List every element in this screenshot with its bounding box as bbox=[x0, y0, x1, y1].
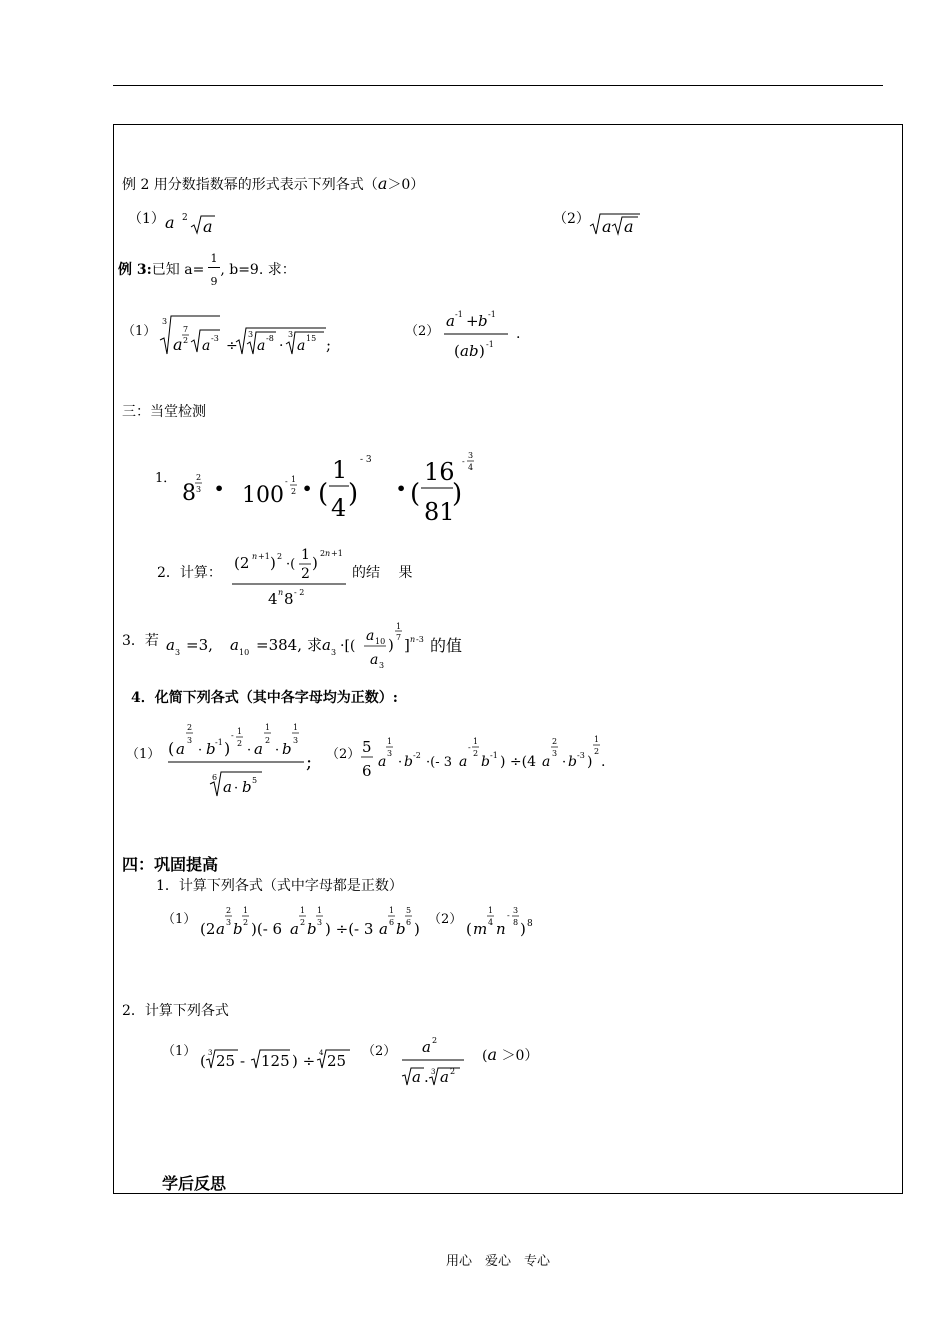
svg-text:(: ( bbox=[410, 479, 421, 509]
svg-text:a: a bbox=[297, 338, 306, 354]
svg-text:b: b bbox=[282, 740, 292, 758]
svg-text:3: 3 bbox=[431, 1068, 436, 1076]
svg-text:3: 3 bbox=[552, 749, 558, 758]
svg-text:1: 1 bbox=[301, 547, 310, 563]
example-3-given: 例 3:已知 a= , b=9. 求： bbox=[118, 262, 296, 278]
svg-text:5: 5 bbox=[406, 906, 412, 915]
svg-text:a: a bbox=[254, 740, 263, 758]
section-4-q1-part-1-label: （1） bbox=[162, 912, 197, 927]
svg-text:a: a bbox=[422, 1038, 431, 1056]
svg-text:): ) bbox=[479, 342, 485, 360]
section-3-q2-tail: 的结 果 bbox=[352, 565, 413, 581]
section-3-q4-part-1-label: （1） bbox=[126, 747, 161, 762]
svg-text:3: 3 bbox=[293, 736, 299, 745]
section-3-q2-label: 2．计算： bbox=[157, 565, 222, 581]
svg-text:a: a bbox=[176, 740, 185, 758]
svg-text:1: 1 bbox=[265, 723, 271, 732]
svg-text:125: 125 bbox=[261, 1052, 290, 1070]
section-3-q4-part-2-formula bbox=[360, 730, 610, 786]
svg-text:+1: +1 bbox=[331, 549, 343, 558]
section-4-q2-part-2-label: （2） bbox=[362, 1044, 397, 1059]
example-3-part-1-formula bbox=[158, 310, 338, 360]
example-2-part-2-label: （2） bbox=[553, 211, 590, 227]
svg-text:1: 1 bbox=[332, 456, 348, 484]
svg-text:-1: -1 bbox=[488, 310, 496, 319]
section-4-q2-part-1-formula bbox=[198, 1040, 358, 1074]
svg-text:-: - bbox=[285, 477, 288, 486]
svg-text:n: n bbox=[410, 635, 416, 644]
svg-text:÷: ÷ bbox=[226, 338, 238, 354]
svg-text:-: - bbox=[231, 731, 234, 740]
svg-text:2: 2 bbox=[300, 918, 306, 927]
svg-text:·: · bbox=[398, 755, 403, 770]
svg-text:m: m bbox=[473, 920, 488, 938]
svg-text:3: 3 bbox=[379, 661, 385, 670]
svg-text:8: 8 bbox=[182, 481, 196, 506]
svg-text:2: 2 bbox=[243, 918, 249, 927]
svg-text:1: 1 bbox=[300, 906, 306, 915]
svg-text:a: a bbox=[370, 652, 379, 668]
svg-text:求: 求 bbox=[307, 636, 323, 654]
svg-text:2: 2 bbox=[473, 749, 479, 758]
header-rule bbox=[113, 85, 883, 86]
section-3-q3-tail: 的值 bbox=[430, 636, 463, 655]
svg-text:(2: (2 bbox=[234, 554, 250, 572]
svg-text:1: 1 bbox=[291, 475, 297, 484]
example-2-part-2-formula bbox=[588, 206, 648, 238]
svg-text:b: b bbox=[307, 920, 317, 938]
svg-text:4: 4 bbox=[488, 918, 494, 927]
svg-text:3: 3 bbox=[226, 918, 232, 927]
svg-text:a: a bbox=[290, 920, 299, 938]
svg-text:10: 10 bbox=[375, 637, 386, 646]
svg-text:b: b bbox=[396, 920, 406, 938]
section-3-q4-part-2-label: （2） bbox=[326, 747, 361, 762]
svg-text:a: a bbox=[542, 754, 551, 770]
example-3-part-2-label: （2） bbox=[405, 324, 440, 339]
page-footer: 用心 爱心 专心 bbox=[446, 1254, 551, 1269]
svg-text:1: 1 bbox=[243, 906, 249, 915]
svg-text:.: . bbox=[424, 1068, 429, 1086]
svg-text:3: 3 bbox=[387, 749, 393, 758]
svg-text:a: a bbox=[379, 920, 388, 938]
svg-text:3: 3 bbox=[331, 648, 337, 657]
svg-text:(: ( bbox=[454, 342, 460, 360]
svg-text:a: a bbox=[166, 636, 175, 654]
svg-text:a: a bbox=[165, 213, 175, 232]
example-3-part-1-label: （1） bbox=[122, 324, 157, 339]
svg-text:·(: ·( bbox=[286, 557, 296, 572]
svg-text:6: 6 bbox=[362, 762, 372, 780]
svg-text:1: 1 bbox=[594, 735, 600, 744]
svg-text:2: 2 bbox=[187, 723, 193, 732]
svg-text:)(- 6: )(- 6 bbox=[251, 920, 283, 938]
svg-text:a: a bbox=[366, 628, 375, 644]
svg-text:7: 7 bbox=[183, 325, 189, 334]
section-4-title: 四：巩固提高 bbox=[122, 855, 219, 874]
svg-text:1: 1 bbox=[396, 622, 402, 631]
section-3-q4-label: 4．化简下列各式（其中各字母均为正数）: bbox=[131, 690, 398, 706]
svg-text:n: n bbox=[325, 549, 331, 558]
svg-text:•: • bbox=[302, 479, 313, 498]
svg-text:a: a bbox=[378, 754, 387, 770]
svg-text:a: a bbox=[203, 217, 213, 236]
svg-text:-2: -2 bbox=[413, 751, 421, 760]
section-3-q1-label: 1． bbox=[155, 471, 177, 486]
svg-text:6: 6 bbox=[212, 773, 218, 782]
svg-text:a: a bbox=[440, 1068, 449, 1086]
svg-text:2: 2 bbox=[432, 1036, 438, 1045]
svg-text:•: • bbox=[214, 479, 225, 498]
svg-text:2: 2 bbox=[301, 566, 310, 582]
svg-text:.: . bbox=[516, 326, 521, 342]
svg-text:100: 100 bbox=[242, 483, 284, 508]
svg-text:25: 25 bbox=[216, 1052, 236, 1070]
example-3-part-2-formula bbox=[442, 308, 532, 364]
svg-text:3: 3 bbox=[196, 485, 202, 494]
svg-text:+: + bbox=[466, 312, 479, 330]
svg-text:n: n bbox=[496, 920, 506, 938]
svg-text:·(- 3: ·(- 3 bbox=[426, 755, 452, 770]
svg-text:b: b bbox=[478, 312, 488, 330]
svg-text:): ) bbox=[414, 920, 420, 938]
svg-text:4: 4 bbox=[268, 590, 278, 608]
svg-text:=3,: =3, bbox=[186, 636, 213, 654]
svg-text:1: 1 bbox=[237, 727, 243, 736]
svg-text:-1: -1 bbox=[215, 738, 223, 747]
svg-text:2: 2 bbox=[183, 336, 189, 345]
section-3-q1-formula bbox=[178, 446, 488, 532]
svg-text:a: a bbox=[412, 1068, 421, 1086]
svg-text:ab: ab bbox=[460, 342, 479, 360]
section-3-q2-formula bbox=[228, 542, 358, 610]
section-4-q1-part-2-formula bbox=[464, 902, 544, 942]
svg-text:a: a bbox=[322, 636, 331, 654]
svg-text:) ÷(4: ) ÷(4 bbox=[500, 754, 537, 770]
svg-text:-: - bbox=[468, 743, 471, 752]
svg-text:6: 6 bbox=[389, 918, 395, 927]
svg-text:a: a bbox=[230, 636, 239, 654]
svg-text:a: a bbox=[624, 217, 634, 236]
svg-text:b: b bbox=[481, 754, 490, 770]
svg-text:81: 81 bbox=[424, 498, 455, 526]
svg-text:3: 3 bbox=[208, 1049, 213, 1057]
svg-text:): ) bbox=[587, 754, 593, 770]
example-2-part-1-formula bbox=[165, 206, 225, 238]
svg-text:2: 2 bbox=[450, 1067, 456, 1076]
svg-text:): ) bbox=[520, 920, 526, 938]
svg-text:;: ; bbox=[326, 336, 332, 354]
svg-text:1: 1 bbox=[293, 723, 299, 732]
svg-text:(: ( bbox=[168, 739, 175, 758]
svg-text:6: 6 bbox=[406, 918, 412, 927]
svg-text:-8: -8 bbox=[266, 334, 274, 343]
svg-text:3: 3 bbox=[187, 736, 193, 745]
svg-text:2: 2 bbox=[594, 747, 600, 756]
svg-text:- 2: - 2 bbox=[294, 588, 305, 597]
svg-text:16: 16 bbox=[424, 458, 455, 486]
svg-text:·: · bbox=[234, 781, 239, 796]
svg-text:a: a bbox=[446, 312, 455, 330]
svg-text:4: 4 bbox=[319, 1049, 324, 1057]
svg-text:·: · bbox=[279, 338, 284, 354]
svg-text:-1: -1 bbox=[486, 340, 494, 349]
svg-text:): ) bbox=[388, 636, 394, 654]
section-4-q2-condition: (a ＞0） bbox=[482, 1045, 539, 1064]
svg-text:·: · bbox=[562, 755, 567, 770]
svg-text:3: 3 bbox=[162, 317, 168, 326]
svg-text:a: a bbox=[459, 754, 468, 770]
svg-text:n: n bbox=[252, 552, 258, 561]
svg-text:n: n bbox=[278, 588, 284, 597]
svg-text:a: a bbox=[216, 920, 225, 938]
svg-text:·: · bbox=[275, 743, 280, 758]
svg-text:15: 15 bbox=[306, 334, 317, 343]
svg-text:•: • bbox=[396, 479, 407, 498]
svg-text:1: 1 bbox=[473, 737, 479, 746]
svg-text:a: a bbox=[602, 217, 612, 236]
svg-text:-1: -1 bbox=[490, 751, 498, 760]
svg-text:1: 1 bbox=[488, 906, 494, 915]
svg-text:(: ( bbox=[318, 479, 329, 509]
svg-text:-3: -3 bbox=[416, 635, 424, 644]
svg-text:+1: +1 bbox=[258, 552, 270, 561]
svg-text:2: 2 bbox=[196, 473, 202, 482]
svg-text:·: · bbox=[247, 743, 252, 758]
svg-text:8: 8 bbox=[284, 590, 294, 608]
svg-text:) ÷: ) ÷ bbox=[292, 1052, 316, 1070]
section-3-q3-formula bbox=[164, 620, 434, 674]
example-3-frac-bar bbox=[208, 267, 220, 268]
svg-text:1: 1 bbox=[389, 906, 395, 915]
svg-text:2: 2 bbox=[552, 737, 558, 746]
svg-text:5: 5 bbox=[252, 776, 258, 785]
example-2-part-1-label: （1） bbox=[128, 211, 165, 227]
svg-text:2: 2 bbox=[237, 739, 243, 748]
svg-text:2: 2 bbox=[291, 487, 297, 496]
svg-text:2: 2 bbox=[320, 549, 326, 558]
section-3-q4-part-1-formula bbox=[164, 718, 324, 802]
svg-text:·: · bbox=[198, 743, 203, 758]
svg-text:1: 1 bbox=[387, 737, 393, 746]
svg-text:]: ] bbox=[404, 636, 410, 654]
svg-text:2: 2 bbox=[277, 552, 283, 561]
svg-text:3: 3 bbox=[317, 918, 323, 927]
svg-text:3: 3 bbox=[513, 906, 519, 915]
svg-text:25: 25 bbox=[327, 1052, 347, 1070]
svg-text:a: a bbox=[202, 338, 211, 354]
section-3-q3-label: 3．若 bbox=[122, 633, 159, 649]
svg-text:-3: -3 bbox=[577, 751, 585, 760]
example-3-frac-den: 9 bbox=[210, 275, 218, 288]
svg-text:a: a bbox=[173, 335, 183, 354]
svg-text:(: ( bbox=[200, 1052, 206, 1070]
svg-text:2: 2 bbox=[182, 213, 188, 223]
svg-text:7: 7 bbox=[396, 633, 402, 642]
svg-text:10: 10 bbox=[239, 648, 250, 657]
example-3-frac-num: 1 bbox=[210, 252, 218, 265]
svg-text:3: 3 bbox=[288, 330, 294, 339]
svg-text:- 3: - 3 bbox=[360, 455, 372, 465]
svg-text:) ÷(- 3: ) ÷(- 3 bbox=[325, 920, 374, 938]
svg-text:-: - bbox=[507, 911, 510, 920]
svg-text:4: 4 bbox=[468, 463, 474, 472]
svg-text:(2: (2 bbox=[200, 920, 216, 938]
svg-text:5: 5 bbox=[362, 738, 372, 756]
svg-text:): ) bbox=[270, 554, 276, 572]
svg-text:b: b bbox=[233, 920, 243, 938]
svg-text:a: a bbox=[223, 778, 232, 796]
svg-text:·[(: ·[( bbox=[340, 638, 356, 654]
svg-text:2: 2 bbox=[265, 736, 271, 745]
section-4-q2-part-2-formula bbox=[398, 1030, 470, 1094]
svg-text:4: 4 bbox=[331, 494, 347, 522]
svg-text:3: 3 bbox=[248, 330, 254, 339]
svg-text:b: b bbox=[242, 778, 252, 796]
svg-text:8: 8 bbox=[513, 918, 519, 927]
svg-text:-: - bbox=[462, 457, 465, 466]
svg-text:1: 1 bbox=[317, 906, 323, 915]
svg-text:-: - bbox=[240, 1052, 246, 1070]
section-4-q1-label: 1．计算下列各式（式中字母都是正数） bbox=[156, 878, 403, 894]
example-2-title: 例 2 用分数指数幂的形式表示下列各式（a＞0） bbox=[122, 174, 425, 193]
section-4-q1-part-2-label: （2） bbox=[428, 912, 463, 927]
svg-text:2: 2 bbox=[226, 906, 232, 915]
section-4-q1-part-1-formula bbox=[198, 902, 428, 942]
svg-text:b: b bbox=[404, 754, 413, 770]
section-3-title: 三：当堂检测 bbox=[122, 404, 206, 420]
svg-text:-3: -3 bbox=[211, 334, 219, 343]
svg-text:3: 3 bbox=[175, 648, 181, 657]
reflection-heading: 学后反思 bbox=[162, 1174, 227, 1193]
svg-text:): ) bbox=[348, 479, 359, 509]
svg-text:;: ; bbox=[306, 752, 313, 773]
svg-text:): ) bbox=[224, 739, 231, 758]
svg-text:.: . bbox=[601, 754, 606, 770]
svg-text:b: b bbox=[206, 740, 216, 758]
section-4-q2-label: 2．计算下列各式 bbox=[122, 1003, 229, 1019]
svg-text:=384,: =384, bbox=[256, 636, 302, 654]
section-4-q2-part-1-label: （1） bbox=[162, 1044, 197, 1059]
svg-text:3: 3 bbox=[468, 451, 474, 460]
svg-text:(: ( bbox=[466, 920, 472, 938]
svg-text:-1: -1 bbox=[455, 310, 463, 319]
svg-text:a: a bbox=[257, 338, 266, 354]
svg-text:8: 8 bbox=[527, 919, 533, 929]
svg-text:b: b bbox=[568, 754, 577, 770]
svg-text:): ) bbox=[312, 554, 318, 572]
svg-text:): ) bbox=[452, 479, 463, 509]
